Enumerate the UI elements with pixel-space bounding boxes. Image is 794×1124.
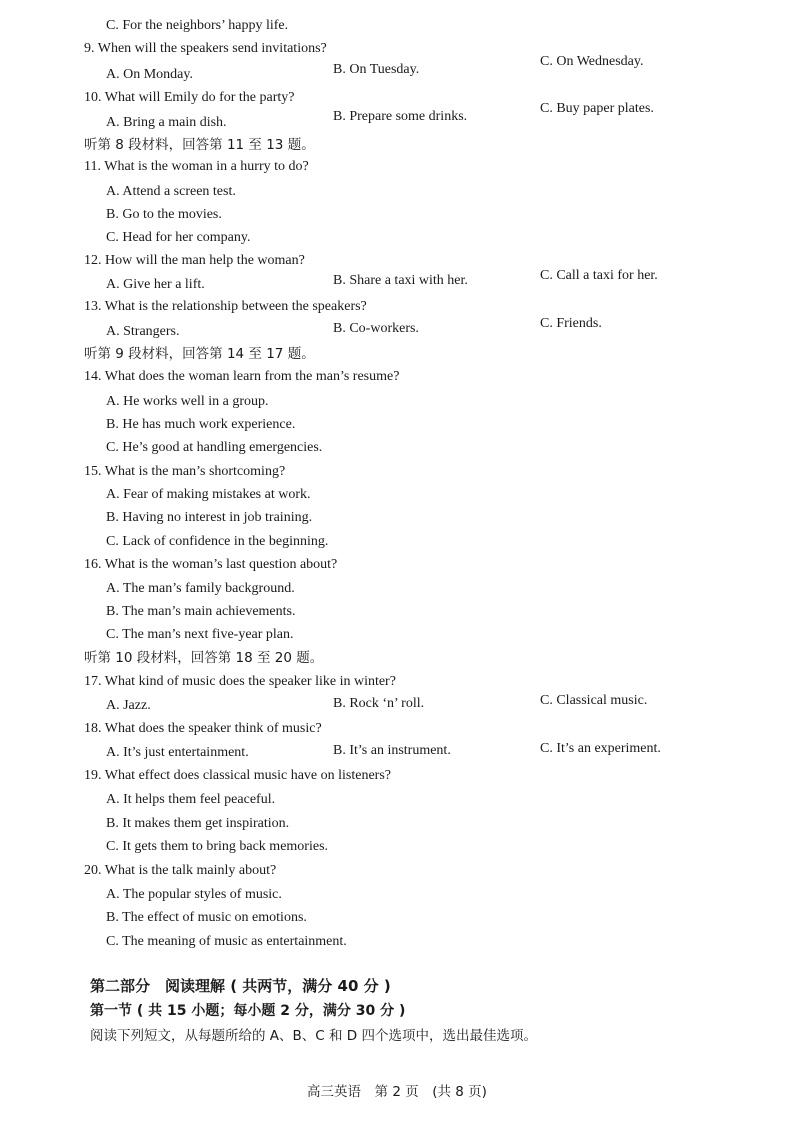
q8-option-c: C. For the neighbors’ happy life.	[106, 18, 289, 33]
q20-option-c: C. The meaning of music as entertainment.	[106, 934, 347, 949]
q9-option-b: B. On Tuesday.	[333, 62, 420, 77]
q11-option-b: B. Go to the movies.	[106, 207, 222, 222]
part-2-section-1-heading: 第一节 ( 共 15 小题；每小题 2 分，满分 30 分 )	[90, 1003, 406, 1019]
q18-option-b: B. It’s an instrument.	[333, 743, 451, 758]
q11-option-c: C. Head for her company.	[106, 230, 251, 245]
q17-option-a: A. Jazz.	[106, 698, 151, 713]
q12-option-b: B. Share a taxi with her.	[333, 273, 468, 288]
q11-option-a: A. Attend a screen test.	[106, 184, 236, 199]
q19-option-a: A. It helps them feel peaceful.	[106, 792, 276, 807]
question-19: 19. What effect does classical music have on listeners?	[84, 768, 391, 783]
section-9-instruction: 听第 9 段材料，回答第 14 至 17 题。	[84, 346, 315, 362]
question-14: 14. What does the woman learn from the man’s resume?	[84, 369, 400, 384]
q19-option-b: B. It makes them get inspiration.	[106, 816, 290, 831]
q9-option-a: A. On Monday.	[106, 67, 193, 82]
q17-option-c: C. Classical music.	[540, 693, 648, 708]
q17-option-b: B. Rock ‘n’ roll.	[333, 696, 425, 711]
question-15: 15. What is the man’s shortcoming?	[84, 464, 286, 479]
q20-option-a: A. The popular styles of music.	[106, 887, 282, 902]
question-18: 18. What does the speaker think of music?	[84, 721, 322, 736]
q15-option-a: A. Fear of making mistakes at work.	[106, 487, 311, 502]
question-11: 11. What is the woman in a hurry to do?	[84, 159, 309, 174]
q16-option-b: B. The man’s main achievements.	[106, 604, 296, 619]
page-footer: 高三英语 第 2 页 (共 8 页)	[307, 1084, 487, 1100]
question-20: 20. What is the talk mainly about?	[84, 863, 277, 878]
q12-option-c: C. Call a taxi for her.	[540, 268, 658, 283]
q19-option-c: C. It gets them to bring back memories.	[106, 839, 329, 854]
q16-option-c: C. The man’s next five-year plan.	[106, 627, 294, 642]
q15-option-b: B. Having no interest in job training.	[106, 510, 313, 525]
question-10: 10. What will Emily do for the party?	[84, 90, 295, 105]
q14-option-a: A. He works well in a group.	[106, 394, 269, 409]
q9-option-c: C. On Wednesday.	[540, 54, 644, 69]
q10-option-b: B. Prepare some drinks.	[333, 109, 468, 124]
part-2-instruction: 阅读下列短文，从每题所给的 A、B、C 和 D 四个选项中，选出最佳选项。	[90, 1028, 537, 1044]
q16-option-a: A. The man’s family background.	[106, 581, 295, 596]
q13-option-c: C. Friends.	[540, 316, 602, 331]
q12-option-a: A. Give her a lift.	[106, 277, 205, 292]
question-9: 9. When will the speakers send invitations?	[84, 41, 327, 56]
question-16: 16. What is the woman’s last question about?	[84, 557, 338, 572]
q15-option-c: C. Lack of confidence in the beginning.	[106, 534, 329, 549]
q14-option-c: C. He’s good at handling emergencies.	[106, 440, 323, 455]
part-2-heading: 第二部分 阅读理解 ( 共两节，满分 40 分 )	[90, 977, 391, 995]
q18-option-c: C. It’s an experiment.	[540, 741, 661, 756]
question-17: 17. What kind of music does the speaker like in winter?	[84, 674, 396, 689]
q10-option-c: C. Buy paper plates.	[540, 101, 654, 116]
q13-option-a: A. Strangers.	[106, 324, 180, 339]
section-10-instruction: 听第 10 段材料，回答第 18 至 20 题。	[84, 650, 324, 666]
q10-option-a: A. Bring a main dish.	[106, 115, 227, 130]
q14-option-b: B. He has much work experience.	[106, 417, 296, 432]
q20-option-b: B. The effect of music on emotions.	[106, 910, 307, 925]
question-12: 12. How will the man help the woman?	[84, 253, 305, 268]
question-13: 13. What is the relationship between the speakers?	[84, 299, 367, 314]
q13-option-b: B. Co-workers.	[333, 321, 419, 336]
q18-option-a: A. It’s just entertainment.	[106, 745, 249, 760]
section-8-instruction: 听第 8 段材料，回答第 11 至 13 题。	[84, 137, 315, 153]
